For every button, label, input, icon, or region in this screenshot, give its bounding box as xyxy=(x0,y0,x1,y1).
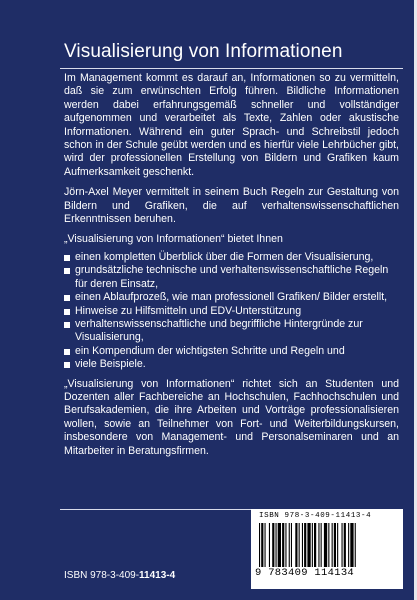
barcode-bar xyxy=(269,523,270,567)
barcode-bar xyxy=(289,523,290,567)
barcode-bar xyxy=(304,523,306,567)
barcode-bar xyxy=(350,523,353,567)
barcode-icon xyxy=(259,523,395,567)
list-item-text: einen Ablaufprozeß, wie man professionell Grafiken/ Bilder erstellt, xyxy=(75,291,388,304)
isbn-number xyxy=(64,570,175,581)
barcode-bar xyxy=(291,523,292,567)
barcode-bar xyxy=(285,523,286,567)
benefit-list xyxy=(64,251,399,372)
barcode-bar xyxy=(295,523,297,567)
barcode-bar xyxy=(276,523,277,567)
list-item xyxy=(64,251,399,264)
list-item xyxy=(64,345,399,358)
barcode-bar xyxy=(307,523,310,567)
barcode-digits: 9 783409 114134 xyxy=(255,567,355,579)
barcode-bar xyxy=(332,523,333,567)
barcode-bar xyxy=(299,523,300,567)
offer-intro: „Visualisierung von Informationen“ bietet Ihnen xyxy=(64,233,283,246)
list-item xyxy=(64,358,399,371)
bullet-square-icon xyxy=(64,309,70,315)
barcode-bar xyxy=(348,523,349,567)
list-item xyxy=(64,305,399,318)
barcode-bar xyxy=(278,523,281,567)
bullet-square-icon xyxy=(64,322,70,328)
list-item-text: grundsätzliche technische und verhaltenswissenschaftliche Regeln für deren Einsatz, xyxy=(75,264,389,290)
barcode-bar xyxy=(314,523,316,567)
barcode-bar xyxy=(334,523,336,567)
barcode-bar xyxy=(261,523,263,567)
barcode-bar xyxy=(272,523,274,567)
book-title: Visualisierung von Informationen xyxy=(64,41,343,62)
barcode-isbn-label: ISBN 978-3-409-11413-4 xyxy=(259,512,372,520)
bullet-square-icon xyxy=(64,295,70,301)
barcode-bar xyxy=(342,523,343,567)
list-item xyxy=(64,318,399,345)
barcode-bar xyxy=(265,523,266,567)
intro-paragraph: Im Management kommt es darauf an, Informationen so zu vermitteln, daß sie zum erwünschten Erfolg führen. Bildliche Informationen werden dabei erfahrungsgemäß schneller und vollständiger aufgenommen und verarbeitet als Texte, Zahlen oder akustische Informationen. Während ein guter Sprach- und Schreibstil jedoch schon in der Schule geübt werden und es hierfür viele Lehrbücher gibt, wird der professionellen Erstellung von Bildern und Grafiken kaum Aufmerksamkeit geschenkt. xyxy=(64,72,399,178)
title-divider xyxy=(60,68,403,69)
isbn-prefix: ISBN 978-3-409- xyxy=(64,570,140,581)
barcode-bar xyxy=(318,523,319,567)
list-item-text: einen kompletten Überblick über die Formen der Visualisierung, xyxy=(75,250,374,263)
barcode-bar xyxy=(302,523,303,567)
barcode-bar xyxy=(321,523,322,567)
author-paragraph: Jörn-Axel Meyer vermittelt in seinem Buch Regeln zur Gestaltung von Bildern und Grafiken, die auf verhaltenswissenschaftlichen Erkenntnissen beruhen. xyxy=(64,186,399,226)
list-item-text: verhaltenswissenschaftliche und begriffliche Hintergründe zur Visualisierung, xyxy=(75,317,363,344)
isbn-bold-part: 11413-4 xyxy=(139,570,176,581)
barcode-bar xyxy=(328,523,329,567)
bullet-square-icon xyxy=(64,362,70,368)
bullet-square-icon xyxy=(64,255,70,261)
barcode-panel xyxy=(251,509,403,589)
barcode-bar xyxy=(312,523,313,567)
blurb-text xyxy=(64,72,399,465)
list-item xyxy=(64,291,399,304)
barcode-bar xyxy=(337,523,338,567)
list-item-text: Hinweise zu Hilfsmitteln und EDV-Unterstützung xyxy=(75,304,302,317)
barcode-bar xyxy=(259,523,260,567)
list-item-text: viele Beispiele. xyxy=(75,358,146,371)
barcode-bar xyxy=(355,523,356,567)
audience-paragraph: „Visualisierung von Informationen“ richtet sich an Studenten und Dozenten aller Fachbereiche an Hochschulen, Fachhochschulen und Berufsakademien, die ihre Arbeiten und Vorträge professionalisieren wollen, sowie an Teilnehmer von Fort- und Weiterbildungskursen, insbesondere von Management- und Personalseminaren und an Mitarbeiter in Beratungsfirmen. xyxy=(64,377,399,457)
bullet-square-icon xyxy=(64,349,70,355)
bullet-square-icon xyxy=(64,268,70,274)
barcode-bar xyxy=(344,523,346,567)
list-item-text: ein Kompendium der wichtigsten Schritte und Regeln und xyxy=(75,344,345,357)
barcode-bar xyxy=(324,523,327,567)
list-item xyxy=(64,264,399,291)
barcode-bar xyxy=(282,523,284,567)
